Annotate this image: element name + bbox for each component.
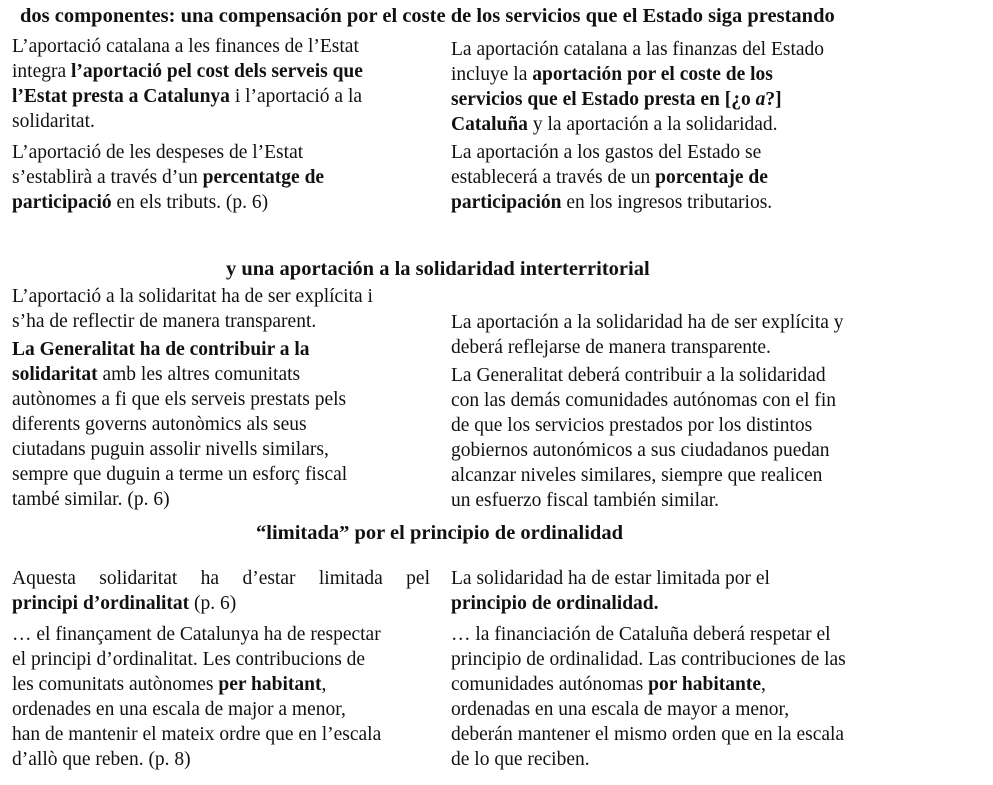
text-line xyxy=(12,462,432,487)
text-run: La aportación a la solidaridad ha de ser explícita y xyxy=(451,312,844,333)
text-line xyxy=(12,722,430,747)
text-line xyxy=(451,363,911,388)
text-line xyxy=(451,647,911,672)
text-run: el principi d’ordinalitat. Les contribucions de xyxy=(12,649,366,670)
text-line xyxy=(451,190,911,215)
text-run: han de mantenir el mateix ordre que en l’escala xyxy=(12,724,382,745)
bold-run: l’aportació pel cost dels serveis que xyxy=(71,61,363,82)
text-run: establecerá a través de un xyxy=(451,167,656,188)
text-line xyxy=(451,622,911,647)
text-line xyxy=(451,37,911,62)
bold-run: ?] xyxy=(765,89,782,110)
bold-run: Cataluña xyxy=(451,114,528,135)
text-line xyxy=(451,488,911,513)
text-run: gobiernos autonómicos a sus ciudadanos puedan xyxy=(451,440,830,461)
text-run: La aportación a los gastos del Estado se xyxy=(451,142,762,163)
text-line xyxy=(12,190,432,215)
text-run: principio de ordinalidad. Las contribuciones de las xyxy=(451,649,846,670)
text-run: s’establirà a través d’un xyxy=(12,167,203,188)
text-run: sempre que duguin a terme un esforç fiscal xyxy=(12,464,348,485)
bold-run: porcentaje de xyxy=(655,167,768,188)
text-line xyxy=(12,387,432,412)
text-run: en los ingresos tributarios. xyxy=(561,192,773,213)
text-line xyxy=(12,284,432,309)
text-line xyxy=(12,566,430,591)
text-run: (p. 6) xyxy=(189,593,237,614)
text-line xyxy=(451,310,911,335)
section-heading-components: dos componentes: una compensación por el coste de los servicios que el Estado siga prestando xyxy=(20,5,835,27)
text-run: ciutadans puguin assolir nivells similars, xyxy=(12,439,329,460)
text-line xyxy=(451,463,911,488)
text-run: con las demás comunidades autónomas con el fin xyxy=(451,390,837,411)
text-run: L’aportació a la solidaritat ha de ser explícita i xyxy=(12,286,373,307)
bold-run: participación xyxy=(451,192,562,213)
text-run: La aportación catalana a las finanzas del Estado xyxy=(451,39,825,60)
text-line xyxy=(451,335,911,360)
text-run: Aquesta solidaritat ha d’estar limitada pel xyxy=(12,568,430,589)
text-run: de lo que reciben. xyxy=(451,749,590,770)
text-run: y la aportación a la solidaridad. xyxy=(527,114,778,135)
text-line xyxy=(12,34,432,59)
text-line xyxy=(12,672,430,697)
text-line xyxy=(12,412,432,437)
text-line xyxy=(12,362,432,387)
text-run: autònomes a fi que els serveis prestats pels xyxy=(12,389,347,410)
text-line xyxy=(12,487,432,512)
text-line xyxy=(12,140,432,165)
catalan-text-components xyxy=(12,34,432,213)
text-line xyxy=(451,566,911,591)
text-run: L’aportació catalana a les finances de l’Estat xyxy=(12,36,359,57)
text-line xyxy=(12,165,432,190)
text-run: , xyxy=(321,674,327,695)
text-line xyxy=(12,437,432,462)
text-run: deberán mantener el mismo orden que en la escala xyxy=(451,724,845,745)
text-run: amb les altres comunitats xyxy=(97,364,301,385)
bold-run: La Generalitat ha de contribuir a la xyxy=(12,339,310,360)
text-run: L’aportació de les despeses de l’Estat xyxy=(12,142,304,163)
text-run: de que los servicios prestados por los distintos xyxy=(451,415,813,436)
bold-run: servicios que el Estado presta en [¿o xyxy=(451,89,756,110)
text-line xyxy=(451,87,911,112)
text-run: La solidaridad ha de estar limitada por el xyxy=(451,568,770,589)
catalan-text-solidarity xyxy=(12,284,432,509)
text-line xyxy=(12,337,432,362)
text-run: s’ha de reflectir de manera transparent. xyxy=(12,311,317,332)
text-run: diferents governs autonòmics als seus xyxy=(12,414,307,435)
text-run: incluye la xyxy=(451,64,533,85)
text-run: ordenades en una escala de major a menor, xyxy=(12,699,346,720)
text-line xyxy=(12,109,432,134)
text-run: un esfuerzo fiscal también similar. xyxy=(451,490,720,511)
text-line xyxy=(451,388,911,413)
text-line xyxy=(12,59,432,84)
spanish-text-components xyxy=(451,37,911,212)
bold-run: principi d’ordinalitat xyxy=(12,593,190,614)
text-line xyxy=(451,672,911,697)
bold-run: solidaritat xyxy=(12,364,98,385)
text-run: deberá reflejarse de manera transparente. xyxy=(451,337,771,358)
text-run: i l’aportació a la xyxy=(229,86,363,107)
bold-run: aportación por el coste de los xyxy=(532,64,773,85)
text-line xyxy=(12,647,430,672)
spanish-text-solidarity xyxy=(451,310,911,510)
bold-run: participació xyxy=(12,192,112,213)
text-run: … la financiación de Cataluña deberá respetar el xyxy=(451,624,831,645)
bold-run: principio de ordinalidad. xyxy=(451,593,659,614)
text-line xyxy=(451,112,911,137)
text-run: comunidades autónomas xyxy=(451,674,649,695)
text-run: alcanzar niveles similares, siempre que realicen xyxy=(451,465,823,486)
spanish-text-ordinality xyxy=(451,566,911,770)
catalan-text-ordinality xyxy=(12,566,430,770)
text-run: solidaritat. xyxy=(12,111,95,132)
text-line xyxy=(451,62,911,87)
bold-run: por habitante xyxy=(648,674,761,695)
text-run: , xyxy=(761,674,766,695)
text-line xyxy=(451,413,911,438)
section-heading-solidarity: y una aportación a la solidaridad interterritorial xyxy=(226,258,650,280)
text-line xyxy=(451,591,911,616)
text-line xyxy=(12,622,430,647)
text-line xyxy=(12,309,432,334)
section-heading-ordinality: “limitada” por el principio de ordinalidad xyxy=(256,522,623,544)
text-run: ordenadas en una escala de mayor a menor, xyxy=(451,699,790,720)
bold-run: a xyxy=(755,89,766,110)
text-run: també similar. (p. 6) xyxy=(12,489,170,510)
text-run: d’allò que reben. (p. 8) xyxy=(12,749,191,770)
text-line xyxy=(12,697,430,722)
bold-run: l’Estat presta a Catalunya xyxy=(12,86,230,107)
text-line xyxy=(451,747,911,772)
text-run: integra xyxy=(12,61,72,82)
bold-run: per habitant xyxy=(218,674,322,695)
text-line xyxy=(451,438,911,463)
text-line xyxy=(451,140,911,165)
text-line xyxy=(451,697,911,722)
text-run: les comunitats autònomes xyxy=(12,674,219,695)
text-line xyxy=(451,165,911,190)
text-line xyxy=(12,591,430,616)
text-run: en els tributs. (p. 6) xyxy=(111,192,269,213)
bold-run: percentatge de xyxy=(202,167,325,188)
text-line xyxy=(12,84,432,109)
text-run: La Generalitat deberá contribuir a la solidaridad xyxy=(451,365,826,386)
text-line xyxy=(12,747,430,772)
text-line xyxy=(451,722,911,747)
text-run: … el finançament de Catalunya ha de respectar xyxy=(12,624,381,645)
